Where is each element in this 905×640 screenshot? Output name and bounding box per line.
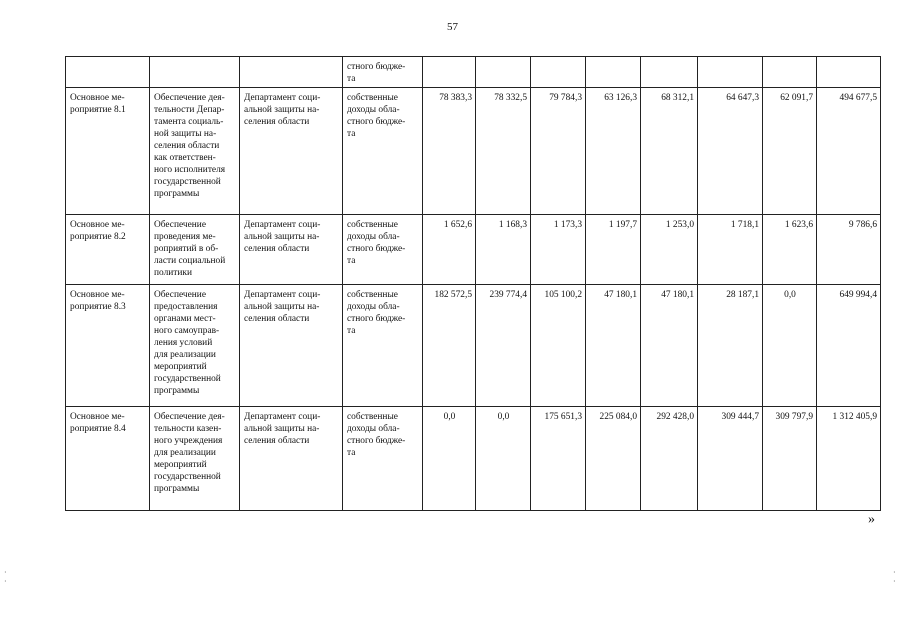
executor-cell: Департамент соци- альной защиты на- селения области bbox=[240, 88, 343, 215]
budget-table bbox=[65, 56, 881, 511]
value-cell: 239 774,4 bbox=[476, 285, 531, 407]
value-cell bbox=[586, 57, 641, 88]
executor-cell: Департамент соци- альной защиты на- селения области bbox=[240, 407, 343, 511]
value-cell: 47 180,1 bbox=[586, 285, 641, 407]
value-cell: 78 383,3 bbox=[423, 88, 476, 215]
value-cell bbox=[763, 57, 817, 88]
scan-artifact-right: · · bbox=[893, 568, 896, 586]
value-cell: 1 168,3 bbox=[476, 215, 531, 285]
table-row-8-2 bbox=[66, 215, 881, 285]
total-cell: 494 677,5 bbox=[817, 88, 881, 215]
value-cell bbox=[698, 57, 763, 88]
value-cell: 105 100,2 bbox=[531, 285, 586, 407]
executor-cell bbox=[240, 57, 343, 88]
event-cell: Основное ме- роприятие 8.4 bbox=[66, 407, 150, 511]
value-cell: 225 084,0 bbox=[586, 407, 641, 511]
source-cell: стного бюдже- та bbox=[343, 57, 423, 88]
source-cell: собственные доходы обла- стного бюдже- та bbox=[343, 88, 423, 215]
value-cell: 1 173,3 bbox=[531, 215, 586, 285]
value-cell: 182 572,5 bbox=[423, 285, 476, 407]
value-cell: 79 784,3 bbox=[531, 88, 586, 215]
closing-quote: » bbox=[868, 512, 875, 527]
value-cell: 292 428,0 bbox=[641, 407, 698, 511]
event-cell bbox=[66, 57, 150, 88]
total-cell: 9 786,6 bbox=[817, 215, 881, 285]
value-cell: 0,0 bbox=[763, 285, 817, 407]
name-cell: Обеспечение дея- тельности казен- ного учреждения для реализации мероприятий государственной программы bbox=[150, 407, 240, 511]
total-cell: 649 994,4 bbox=[817, 285, 881, 407]
value-cell: 1 652,6 bbox=[423, 215, 476, 285]
event-cell: Основное ме- роприятие 8.3 bbox=[66, 285, 150, 407]
value-cell: 309 444,7 bbox=[698, 407, 763, 511]
value-cell: 28 187,1 bbox=[698, 285, 763, 407]
total-cell: 1 312 405,9 bbox=[817, 407, 881, 511]
name-cell: Обеспечение предоставления органами мест- ного самоуправ- ления условий для реализации мероприятий государственной программы bbox=[150, 285, 240, 407]
table-row-8-4 bbox=[66, 407, 881, 511]
source-cell: собственные доходы обла- стного бюдже- та bbox=[343, 215, 423, 285]
value-cell bbox=[476, 57, 531, 88]
name-cell: Обеспечение проведения ме- роприятий в об- ласти социальной политики bbox=[150, 215, 240, 285]
source-cell: собственные доходы обла- стного бюдже- та bbox=[343, 285, 423, 407]
value-cell bbox=[423, 57, 476, 88]
value-cell: 1 253,0 bbox=[641, 215, 698, 285]
value-cell: 63 126,3 bbox=[586, 88, 641, 215]
value-cell: 1 197,7 bbox=[586, 215, 641, 285]
value-cell: 62 091,7 bbox=[763, 88, 817, 215]
value-cell: 78 332,5 bbox=[476, 88, 531, 215]
scan-artifact-left: · · bbox=[4, 568, 7, 586]
value-cell: 0,0 bbox=[476, 407, 531, 511]
value-cell: 1 718,1 bbox=[698, 215, 763, 285]
table-row-8-1 bbox=[66, 88, 881, 215]
source-cell: собственные доходы обла- стного бюдже- та bbox=[343, 407, 423, 511]
value-cell bbox=[531, 57, 586, 88]
value-cell: 47 180,1 bbox=[641, 285, 698, 407]
name-cell bbox=[150, 57, 240, 88]
value-cell: 0,0 bbox=[423, 407, 476, 511]
value-cell: 175 651,3 bbox=[531, 407, 586, 511]
value-cell: 68 312,1 bbox=[641, 88, 698, 215]
name-cell: Обеспечение дея- тельности Депар- тамента социаль- ной защиты на- селения области как ответствен- ного исполнителя государственной программы bbox=[150, 88, 240, 215]
value-cell: 309 797,9 bbox=[763, 407, 817, 511]
value-cell: 64 647,3 bbox=[698, 88, 763, 215]
event-cell: Основное ме- роприятие 8.1 bbox=[66, 88, 150, 215]
total-cell bbox=[817, 57, 881, 88]
continuation-row bbox=[66, 57, 881, 88]
table-row-8-3 bbox=[66, 285, 881, 407]
executor-cell: Департамент соци- альной защиты на- селения области bbox=[240, 215, 343, 285]
executor-cell: Департамент соци- альной защиты на- селения области bbox=[240, 285, 343, 407]
event-cell: Основное ме- роприятие 8.2 bbox=[66, 215, 150, 285]
page-number: 57 bbox=[447, 21, 458, 33]
value-cell: 1 623,6 bbox=[763, 215, 817, 285]
value-cell bbox=[641, 57, 698, 88]
